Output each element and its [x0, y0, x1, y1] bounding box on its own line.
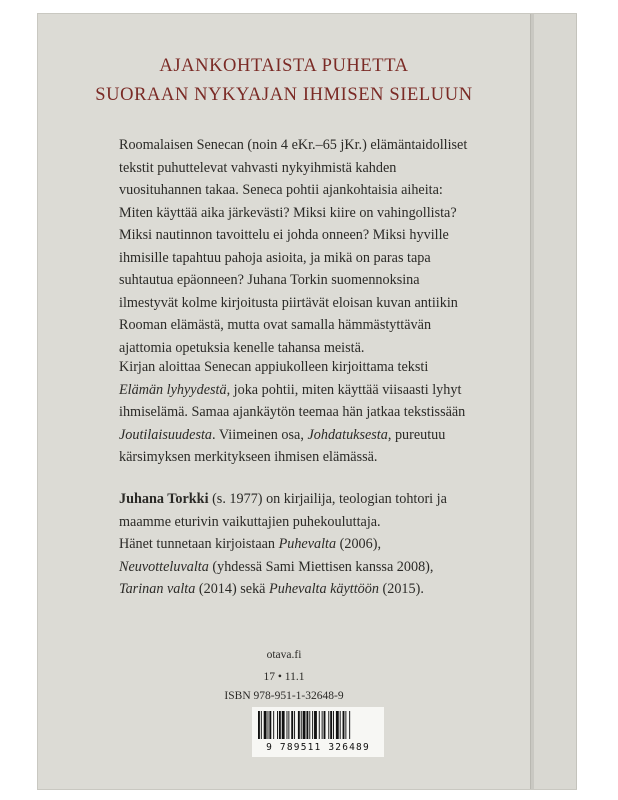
- text-line: Rooman elämästä, mutta ovat samalla hämmästyttävän: [119, 317, 432, 333]
- text-line: Miten käyttää aika järkevästi? Miksi kiire on vahingollista?: [119, 204, 457, 221]
- barcode-bars: [258, 711, 378, 741]
- publisher-website: otava.fi: [266, 649, 302, 661]
- barcode-bar: [301, 711, 302, 739]
- text-fragment: , joka pohtii, miten käyttää viisaasti lyhyt: [226, 381, 462, 398]
- contents-paragraph: [119, 356, 519, 469]
- text-line: tekstit puhuttelevat vahvasti nykyihmistä kahden: [119, 159, 397, 176]
- barcode-bar: [324, 711, 326, 739]
- barcode-bar: [287, 711, 288, 739]
- heading-line-2: SUORAAN NYKYAJAN IHMISEN SIELUUN: [95, 85, 473, 105]
- book-title: Tarinan valta: [119, 581, 196, 597]
- barcode-bar: [333, 711, 334, 739]
- barcode: [252, 707, 384, 757]
- cover-panel: [38, 14, 530, 789]
- text-fragment: (2014) sekä: [195, 581, 270, 597]
- barcode-bar: [314, 711, 317, 739]
- book-back-cover: [38, 14, 576, 789]
- text-fragment: (2015).: [378, 581, 424, 597]
- text-line: ihmisille tapahtuu pahoja asioita, ja mikä on paras tapa: [119, 249, 431, 266]
- author-paragraph: [119, 488, 519, 601]
- text-line: [119, 379, 519, 402]
- barcode-bar: [288, 711, 289, 739]
- barcode-bar: [258, 711, 260, 739]
- barcode-bar: [282, 711, 285, 739]
- barcode-bar: [298, 711, 300, 739]
- text-line: vuosituhannen takaa. Seneca pohtii ajankohtaisia aiheita:: [119, 182, 443, 198]
- heading-line-1: AJANKOHTAISTA PUHETTA: [159, 56, 409, 76]
- barcode-bar: [264, 711, 267, 739]
- text-line: Roomalaisen Senecan (noin 4 eKr.–65 jKr.) elämäntaidolliset: [119, 137, 468, 153]
- text-line: ilmestyvät kolme kirjoitusta piirtävät eloisan kuvan antiikin: [119, 294, 458, 311]
- barcode-bar: [306, 711, 308, 739]
- author-name: Juhana Torkki: [119, 491, 209, 507]
- barcode-bar: [303, 711, 306, 739]
- text-fragment: (yhdessä Sami Miettisen kanssa 2008),: [208, 558, 434, 575]
- classification-code: 17 • 11.1: [263, 671, 305, 683]
- text-line: ajattomia opetuksia kenelle tahansa meistä.: [119, 339, 365, 356]
- book-title: Johdatuksesta: [307, 426, 388, 443]
- book-title: Puhevalta käyttöön: [269, 581, 379, 597]
- text-line: [119, 578, 519, 601]
- barcode-bar: [349, 711, 350, 739]
- barcode-digits: 9 789511 326489: [266, 742, 370, 753]
- barcode-bar: [328, 711, 329, 739]
- text-fragment: . Viimeinen osa,: [212, 426, 308, 443]
- barcode-bar: [345, 711, 346, 739]
- barcode-bar: [294, 711, 295, 739]
- barcode-bar: [330, 711, 332, 739]
- text-fragment: (2006),: [336, 536, 382, 552]
- barcode-bar: [336, 711, 339, 739]
- barcode-bar: [268, 711, 269, 739]
- text-line: ihmiselämä. Samaa ajankäytön teemaa hän jatkaa tekstissään: [119, 404, 466, 420]
- text-line: [119, 533, 519, 556]
- description-paragraph: [119, 134, 519, 359]
- barcode-bar: [279, 711, 281, 739]
- text-fragment: (s. 1977) on kirjailija, teologian tohtori ja: [208, 491, 447, 507]
- text-line: [119, 424, 519, 447]
- barcode-bar: [291, 711, 293, 739]
- book-title: Neuvotteluvalta: [119, 558, 209, 575]
- text-line: [119, 488, 519, 511]
- barcode-bar: [312, 711, 313, 739]
- barcode-bar: [322, 711, 323, 739]
- text-line: [119, 556, 519, 579]
- book-title: Joutilaisuudesta: [119, 426, 213, 443]
- barcode-bar: [319, 711, 320, 739]
- text-fragment: Hänet tunnetaan kirjoistaan: [119, 536, 279, 552]
- text-line: maamme eturivin vaikuttajien puhekouluttaja.: [119, 513, 381, 530]
- text-line: suhtautua epäonneen? Juhana Torkin suomennoksina: [119, 272, 420, 288]
- barcode-bar: [277, 711, 278, 739]
- barcode-bar: [343, 711, 345, 739]
- text-line: Miksi nautinnon tavoittelu ei johda onneen? Miksi hyville: [119, 227, 449, 243]
- barcode-bar: [261, 711, 262, 739]
- book-title: Elämän lyhyydestä: [119, 381, 227, 398]
- isbn-text: ISBN 978-951-1-32648-9: [224, 690, 344, 702]
- text-line: Kirjan aloittaa Senecan appiukolleen kirjoittama teksti: [119, 359, 429, 375]
- book-spine: [534, 14, 577, 789]
- text-fragment: , pureutuu: [387, 426, 446, 443]
- barcode-bar: [273, 711, 274, 739]
- barcode-bar: [269, 711, 271, 739]
- barcode-bar: [309, 711, 310, 739]
- book-title: Puhevalta: [278, 536, 337, 552]
- barcode-bar: [340, 711, 341, 739]
- text-line: kärsimyksen merkitykseen ihmisen elämässä.: [119, 449, 378, 465]
